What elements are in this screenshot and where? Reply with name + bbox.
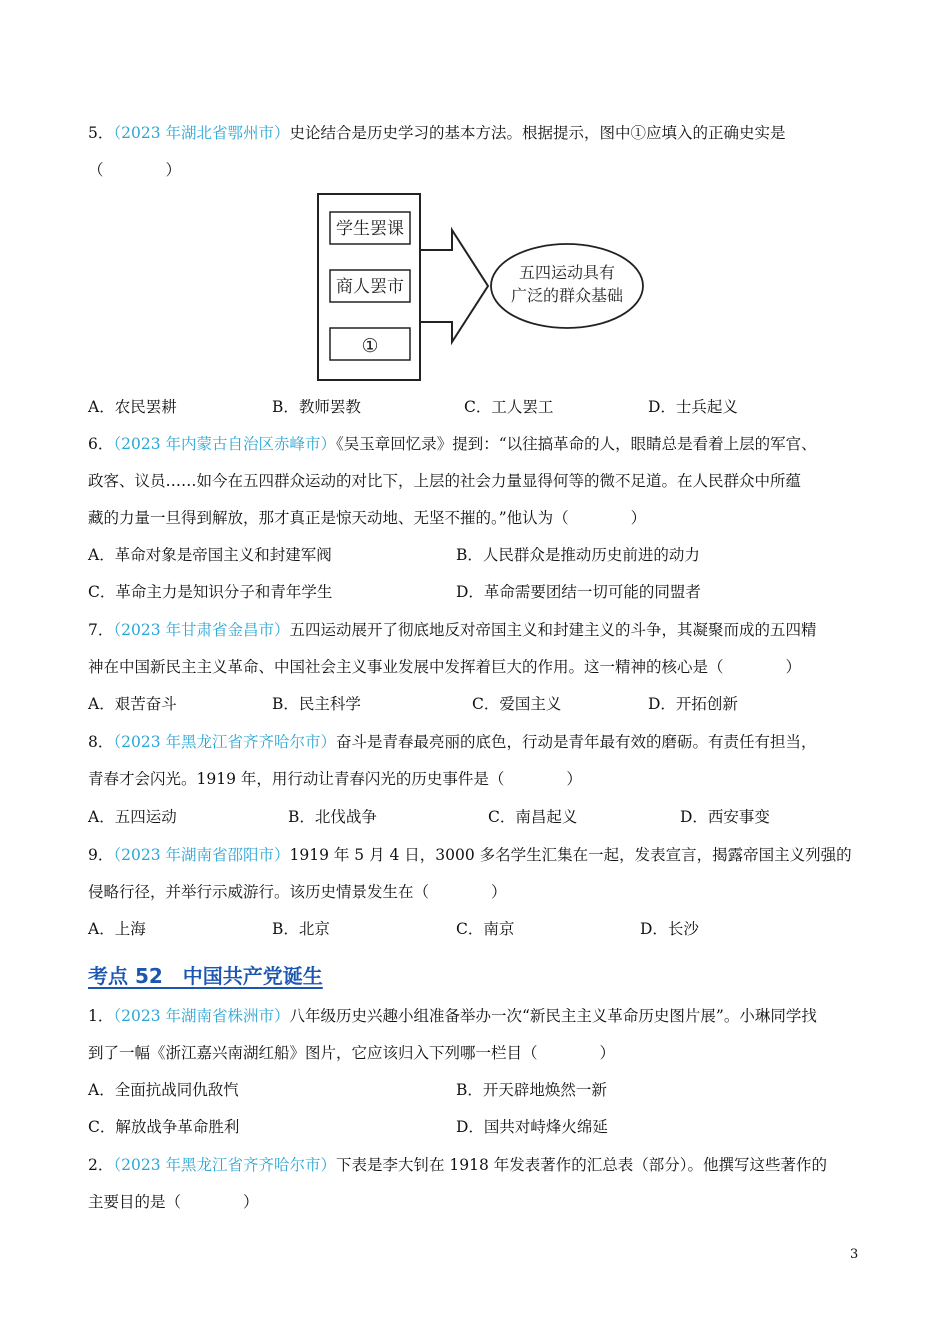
q8-stem-line2: 青春才会闪光。1919 年，用行动让青春闪光的历史事件是（ ） bbox=[88, 770, 582, 788]
q5-stem bbox=[88, 123, 868, 143]
q5-option-b: B．教师罢教 bbox=[272, 398, 361, 416]
s2-text1: 下表是李大钊在 1918 年发表著作的汇总表（部分）。他撰写这些著作的 bbox=[336, 1156, 828, 1174]
s1-option-b: B．开天辟地焕然一新 bbox=[456, 1081, 607, 1099]
q7-text1: 五四运动展开了彻底地反对帝国主义和封建主义的斗争，其凝聚而成的五四精 bbox=[289, 621, 817, 639]
q9-option-c: C．南京 bbox=[456, 920, 515, 938]
q5-answer-blank: （ ） bbox=[88, 161, 182, 179]
q5-number: 5． bbox=[88, 124, 114, 142]
q9-number: 9． bbox=[88, 846, 114, 864]
s2-number: 2． bbox=[88, 1156, 114, 1174]
q7-number: 7． bbox=[88, 621, 114, 639]
q9-source: （2023 年湖南省邵阳市） bbox=[113, 846, 290, 864]
q6-option-c: C．革命主力是知识分子和青年学生 bbox=[88, 583, 333, 601]
q7-source: （2023 年甘肃省金昌市） bbox=[113, 621, 290, 639]
s1-stem-line2: 到了一幅《浙江嘉兴南湖红船》图片，它应该归入下列哪一栏目（ ） bbox=[88, 1044, 616, 1062]
s2-stem-line2: 主要目的是（ ） bbox=[88, 1193, 259, 1211]
section-heading: 考点 52 中国共产党诞生 bbox=[88, 964, 323, 988]
q6-stem-line2: 政客、议员……如今在五四群众运动的对比下，上层的社会力量显得何等的微不足道。在人民群众中所蕴 bbox=[88, 472, 802, 490]
q6-option-d: D．革命需要团结一切可能的同盟者 bbox=[456, 583, 701, 601]
q7-stem-line2: 神在中国新民主主义革命、中国社会主义事业发展中发挥着巨大的作用。这一精神的核心是（ ） bbox=[88, 658, 802, 676]
q9-option-d: D．长沙 bbox=[640, 920, 699, 938]
q8-option-c: C．南昌起义 bbox=[488, 808, 578, 826]
q5-option-a: A．农民罢耕 bbox=[88, 398, 177, 416]
q8-option-d: D．西安事变 bbox=[680, 808, 770, 826]
q5-diagram bbox=[310, 190, 650, 385]
q5-option-c: C．工人罢工 bbox=[464, 398, 554, 416]
diagram-arrow bbox=[420, 230, 488, 342]
q6-text1: 《吴玉章回忆录》提到：“以往搞革命的人，眼睛总是看着上层的军官、 bbox=[336, 435, 817, 453]
s1-number: 1． bbox=[88, 1007, 114, 1025]
q9-option-a: A．上海 bbox=[88, 920, 146, 938]
page-number: 3 bbox=[850, 1247, 859, 1262]
diagram-ellipse-line2: 广泛的群众基础 bbox=[510, 286, 624, 305]
q7-option-a: A．艰苦奋斗 bbox=[88, 695, 177, 713]
s2-stem-line1 bbox=[88, 1155, 868, 1175]
q8-number: 8． bbox=[88, 733, 114, 751]
q6-source: （2023 年内蒙古自治区赤峰市） bbox=[113, 435, 336, 453]
q9-stem-line2: 侵略行径，并举行示威游行。该历史情景发生在（ ） bbox=[88, 883, 507, 901]
q9-stem-line1 bbox=[88, 845, 868, 865]
diagram-box-blank-label: ① bbox=[361, 335, 379, 357]
q8-option-a: A．五四运动 bbox=[88, 808, 177, 826]
diagram-box-merchants-label: 商人罢市 bbox=[336, 277, 404, 297]
q7-option-d: D．开拓创新 bbox=[648, 695, 738, 713]
s1-option-c: C．解放战争革命胜利 bbox=[88, 1118, 240, 1136]
s1-source: （2023 年湖南省株洲市） bbox=[113, 1007, 290, 1025]
q6-stem-line3: 藏的力量一旦得到解放，那才真正是惊天动地、无坚不摧的。”他认为（ ） bbox=[88, 509, 647, 527]
q8-text1: 奋斗是青春最亮丽的底色，行动是青年最有效的磨砺。有责任有担当， bbox=[336, 733, 817, 751]
s1-option-a: A．全面抗战同仇敌忾 bbox=[88, 1081, 239, 1099]
q5-text: 史论结合是历史学习的基本方法。根据提示，图中①应填入的正确史实是 bbox=[289, 124, 786, 142]
diagram-box-students-label: 学生罢课 bbox=[336, 219, 404, 239]
s1-text1: 八年级历史兴趣小组准备举办一次“新民主主义革命历史图片展”。小琳同学找 bbox=[289, 1007, 817, 1025]
q5-option-d: D．士兵起义 bbox=[648, 398, 738, 416]
q7-option-b: B．民主科学 bbox=[272, 695, 361, 713]
q9-text1: 1919 年 5 月 4 日，3000 多名学生汇集在一起，发表宣言，揭露帝国主义列强的 bbox=[289, 846, 852, 864]
q5-source: （2023 年湖北省鄂州市） bbox=[113, 124, 290, 142]
q6-stem-line1 bbox=[88, 434, 868, 454]
diagram-ellipse-line1: 五四运动具有 bbox=[518, 263, 616, 282]
s2-source: （2023 年黑龙江省齐齐哈尔市） bbox=[113, 1156, 336, 1174]
q6-option-b: B．人民群众是推动历史前进的动力 bbox=[456, 546, 700, 564]
q7-option-c: C．爱国主义 bbox=[472, 695, 562, 713]
q6-option-a: A．革命对象是帝国主义和封建军阀 bbox=[88, 546, 332, 564]
q9-option-b: B．北京 bbox=[272, 920, 330, 938]
q8-stem-line1 bbox=[88, 732, 868, 752]
q7-stem-line1 bbox=[88, 620, 868, 640]
q8-source: （2023 年黑龙江省齐齐哈尔市） bbox=[113, 733, 336, 751]
s1-option-d: D．国共对峙烽火绵延 bbox=[456, 1118, 608, 1136]
s1-stem-line1 bbox=[88, 1006, 868, 1026]
q8-option-b: B．北伐战争 bbox=[288, 808, 377, 826]
q6-number: 6． bbox=[88, 435, 114, 453]
